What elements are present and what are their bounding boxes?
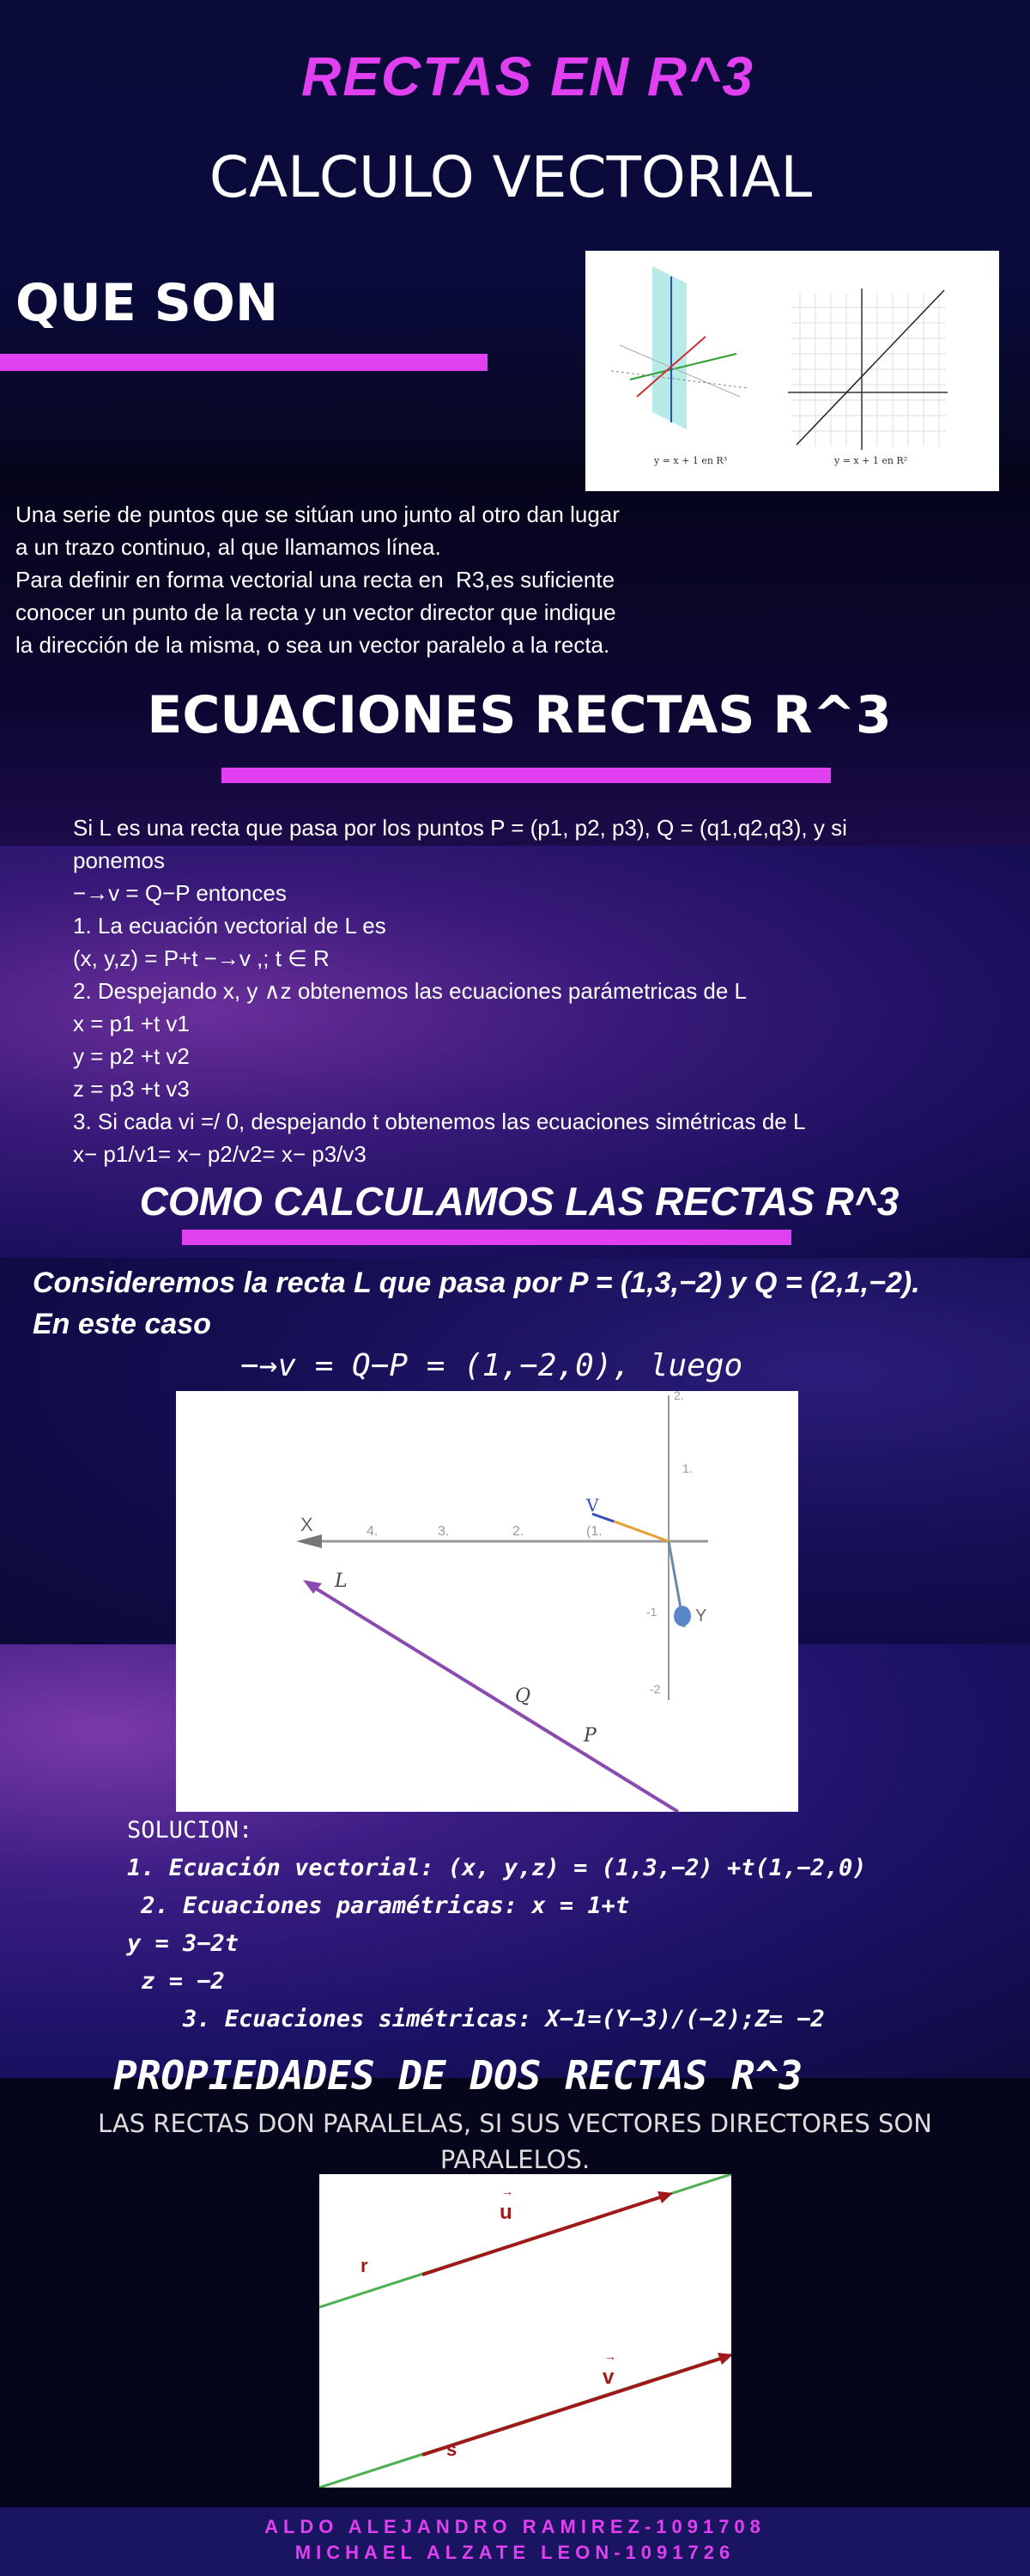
y-tick: 1. xyxy=(682,1461,693,1475)
figure-parallel-lines xyxy=(319,2174,731,2488)
equation-line: 3. Si cada vi =/ 0, despejando t obtenemos las ecuaciones simétricas de L xyxy=(73,1109,806,1134)
figure-line-graphs xyxy=(585,251,999,491)
section-heading-ecuaciones: ECUACIONES RECTAS R^3 xyxy=(147,685,892,745)
properties-text xyxy=(0,2105,1030,2178)
equation-line: z = p3 +t v3 xyxy=(73,1076,190,1102)
equation-line: −→v = Q−P entonces xyxy=(73,880,287,906)
definition-paragraph xyxy=(15,498,702,661)
v-arrow-icon: → xyxy=(604,2349,616,2363)
properties-line: PARALELOS. xyxy=(439,2145,591,2174)
x-axis-label: X xyxy=(300,1514,313,1535)
example-intro-line: Consideremos la recta L que pasa por P = (1,3,−2) y Q = (2,1,−2). xyxy=(33,1267,920,1299)
section-heading-propiedades: PROPIEDADES DE DOS RECTAS R^3 xyxy=(113,2052,803,2099)
solution-line: z = −2 xyxy=(127,1968,225,1995)
y-tick: 2. xyxy=(674,1391,684,1402)
section-heading-como-calculamos: COMO CALCULAMOS LAS RECTAS R^3 xyxy=(139,1179,900,1224)
paragraph-line: Una serie de puntos que se sitúan uno junto al otro dan lugar xyxy=(15,501,620,527)
solution-line: SOLUCION: xyxy=(127,1817,253,1844)
page-subtitle: CALCULO VECTORIAL xyxy=(209,144,813,210)
s-line-label: s xyxy=(446,2439,457,2460)
u-arrow-icon: → xyxy=(501,2184,513,2198)
equation-line: x = p1 +t v1 xyxy=(73,1011,190,1036)
section-heading-que-son: QUE SON xyxy=(15,273,279,333)
author-line: ALDO ALEJANDRO RAMIREZ-1091708 xyxy=(264,2516,766,2537)
u-vector-label: u xyxy=(500,2201,512,2224)
equation-line: Si L es una recta que pasa por los puntos P = (p1, p2, p3), Q = (q1,q2,q3), y si xyxy=(73,815,847,841)
p-label: P xyxy=(584,1725,597,1747)
solution-line: 2. Ecuaciones paramétricas: x = 1+t xyxy=(127,1893,630,1919)
equation-line: 1. La ecuación vectorial de L es xyxy=(73,913,386,939)
solution-line: 3. Ecuaciones simétricas: X−1=(Y−3)/(−2);Z= −2 xyxy=(127,2006,825,2032)
author-line: MICHAEL ALZATE LEON-1091726 xyxy=(294,2542,736,2563)
y-tick: -2 xyxy=(650,1682,661,1696)
r-line-label: r xyxy=(360,2255,368,2276)
example-intro-line: En este caso xyxy=(33,1308,211,1340)
equation-line: y = p2 +t v2 xyxy=(73,1043,190,1069)
heading-underline xyxy=(0,354,488,371)
x-tick: 3. xyxy=(438,1524,450,1539)
figure-label-3d: y = x + 1 en R³ xyxy=(654,455,728,466)
example-intro xyxy=(33,1262,920,1345)
solution-line: 1. Ecuación vectorial: (x, y,z) = (1,3,−2) +t(1,−2,0) xyxy=(127,1855,867,1881)
l-label: L xyxy=(335,1571,348,1592)
solution-line: y = 3−2t xyxy=(127,1930,239,1957)
page-title: RECTAS EN R^3 xyxy=(300,46,755,107)
y-axis-label: Y xyxy=(695,1607,707,1625)
paragraph-line: Para definir en forma vectorial una recta en R3,es suficiente xyxy=(15,567,615,592)
paragraph-line: a un trazo continuo, al que llamamos línea. xyxy=(15,534,441,560)
equation-line: 2. Despejando x, y ∧z obtenemos las ecuaciones parámetricas de L xyxy=(73,978,748,1004)
equation-line: (x, y,z) = P+t −→v ,; t ∈ R xyxy=(73,945,330,971)
q-label: Q xyxy=(515,1686,531,1707)
paragraph-line: la dirección de la misma, o sea un vector paralelo a la recta. xyxy=(15,632,610,658)
x-tick: (1. xyxy=(586,1524,603,1539)
v-vector-label: v xyxy=(603,2366,615,2389)
x-tick: 4. xyxy=(367,1524,379,1539)
heading-underline xyxy=(182,1230,791,1245)
equation-line: x− p1/v1= x− p2/v2= x− p3/v3 xyxy=(73,1141,367,1167)
vector-line: −→v = Q−P = (1,−2,0), luego xyxy=(240,1348,743,1383)
figure-line-3d xyxy=(176,1391,798,1812)
equations-list xyxy=(73,811,966,1170)
equation-line: ponemos xyxy=(73,848,165,873)
solution-block xyxy=(127,1812,867,2038)
x-tick: 2. xyxy=(512,1524,524,1539)
v-label: V xyxy=(586,1495,599,1516)
properties-line: LAS RECTAS DON PARALELAS, SI SUS VECTORES DIRECTORES SON xyxy=(98,2109,932,2138)
figure-label-2d: y = x + 1 en R² xyxy=(834,455,908,466)
paragraph-line: conocer un punto de la recta y un vector director que indique xyxy=(15,599,616,625)
heading-underline xyxy=(221,768,831,783)
authors-footer xyxy=(0,2514,1030,2566)
y-tick: -1 xyxy=(646,1605,657,1619)
